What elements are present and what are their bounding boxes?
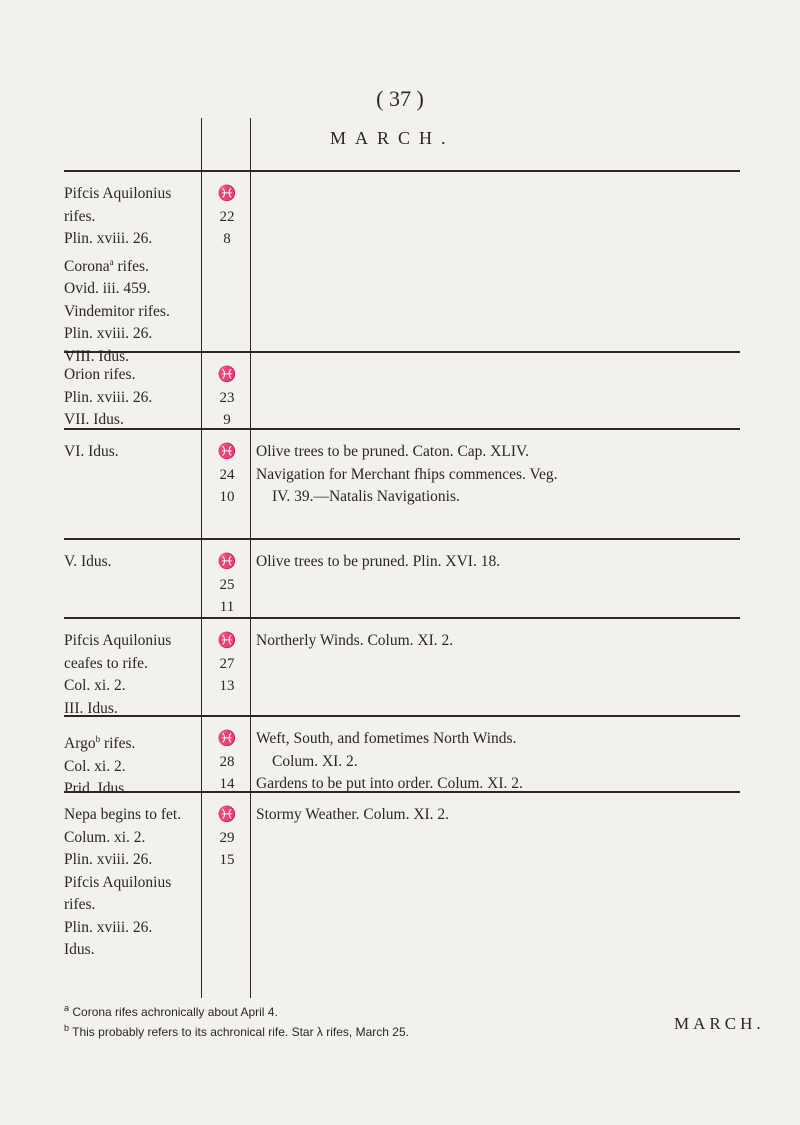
row-3-left bbox=[64, 441, 119, 464]
footnote-a bbox=[64, 1000, 409, 1020]
left-line: rifes. bbox=[64, 896, 96, 913]
row-5-left bbox=[64, 630, 171, 720]
row-rule bbox=[64, 617, 740, 619]
row-2-numbers bbox=[212, 364, 242, 432]
note-line: Stormy Weather. Colum. XI. 2. bbox=[256, 806, 450, 823]
day-number: 27 bbox=[219, 655, 235, 672]
left-line bbox=[64, 728, 135, 756]
footnote-b-star: λ bbox=[316, 1025, 323, 1039]
pisces-sign-icon: ♓ bbox=[217, 444, 237, 460]
row-4-left bbox=[64, 551, 112, 574]
note-line: Navigation for Merchant fhips commences. Veg. bbox=[256, 465, 558, 483]
left-line: Plin. xviii. 26. bbox=[64, 230, 153, 247]
footnote-marker-a: a bbox=[109, 256, 114, 267]
row-rule bbox=[64, 170, 740, 172]
left-line: Plin. xviii. 26. bbox=[64, 388, 153, 406]
argo-suffix: rifes. bbox=[103, 735, 136, 753]
left-line: Col. xi. 2. bbox=[64, 757, 126, 775]
left-line: Prid. Idus. bbox=[64, 780, 129, 798]
date-number: 15 bbox=[219, 852, 235, 868]
left-line: Ovid. iii. 459. bbox=[64, 280, 151, 298]
left-line: VII. Idus. bbox=[64, 411, 124, 428]
left-line: Plin. xviii. 26. bbox=[64, 325, 153, 343]
footnote-b-tail: rifes, March 25. bbox=[326, 1025, 409, 1039]
left-line: Pifcis Aquilonius bbox=[64, 873, 172, 891]
left-line: VIII. Idus. bbox=[64, 347, 129, 365]
row-7-numbers bbox=[212, 804, 242, 872]
left-line: Idus. bbox=[64, 941, 95, 958]
row-rule bbox=[64, 428, 740, 430]
row-4-notes bbox=[256, 551, 716, 574]
row-7-notes bbox=[256, 804, 716, 827]
note-line: Olive trees to be pruned. Plin. XVI. 18. bbox=[256, 553, 501, 570]
left-line: rifes. bbox=[64, 207, 96, 225]
pisces-sign-icon: ♓ bbox=[217, 554, 237, 570]
note-line: Gardens to be put into order. Colum. XI. 2. bbox=[256, 775, 523, 792]
pisces-sign-icon: ♓ bbox=[217, 633, 237, 649]
row-5-notes bbox=[256, 630, 716, 653]
left-line: Plin. xviii. 26. bbox=[64, 851, 153, 868]
date-number: 14 bbox=[219, 776, 235, 792]
left-line: III. Idus. bbox=[64, 699, 118, 717]
left-line: VI. Idus. bbox=[64, 443, 119, 460]
row-5-numbers bbox=[212, 630, 242, 698]
pisces-sign-icon: ♓ bbox=[217, 186, 237, 202]
note-line: Olive trees to be pruned. Caton. Cap. XLIV. bbox=[256, 443, 530, 460]
footnote-b bbox=[64, 1020, 409, 1040]
column-rule-left bbox=[201, 118, 202, 998]
page-number: ( 37 ) bbox=[376, 86, 424, 111]
row-4-numbers bbox=[212, 551, 242, 619]
pisces-sign-icon: ♓ bbox=[217, 367, 237, 383]
catchword: MARCH. bbox=[674, 1014, 765, 1033]
day-number: 23 bbox=[219, 389, 235, 406]
row-7-left bbox=[64, 804, 181, 962]
date-number: 11 bbox=[219, 599, 235, 615]
footnote-marker-b: b bbox=[95, 734, 101, 744]
day-number: 29 bbox=[219, 829, 235, 846]
day-number: 25 bbox=[219, 576, 235, 593]
day-number: 22 bbox=[219, 208, 235, 225]
row-6-numbers bbox=[212, 728, 242, 796]
month-header: MARCH. bbox=[330, 128, 455, 148]
row-3-notes bbox=[256, 441, 716, 509]
left-line: Pifcis Aquilonius bbox=[64, 632, 172, 649]
left-line: Orion rifes. bbox=[64, 366, 136, 383]
footnote-a-mark: a bbox=[64, 1003, 70, 1013]
left-line: Nepa begins to fet. bbox=[64, 806, 182, 823]
left-line: ceafes to rife. bbox=[64, 654, 148, 672]
note-line: IV. 39.—Natalis Navigationis. bbox=[272, 488, 460, 505]
left-line: Colum. xi. 2. bbox=[64, 828, 146, 846]
left-line bbox=[64, 251, 171, 279]
pisces-sign-icon: ♓ bbox=[217, 807, 237, 823]
left-line: Plin. xviii. 26. bbox=[64, 918, 153, 936]
argo-label: Argo bbox=[64, 735, 96, 753]
footnote-b-text: This probably refers to its achronical rife. Star bbox=[72, 1025, 314, 1039]
footnotes bbox=[64, 1000, 409, 1040]
note-line: Weft, South, and fometimes North Winds. bbox=[256, 730, 517, 747]
row-6-notes bbox=[256, 728, 716, 796]
row-2-left bbox=[64, 364, 152, 432]
date-number: 10 bbox=[219, 489, 235, 505]
row-3-numbers bbox=[212, 441, 242, 509]
left-line: Col. xi. 2. bbox=[64, 677, 126, 694]
left-line: Pifcis Aquilonius bbox=[64, 185, 172, 202]
corona-label: Corona bbox=[64, 257, 110, 275]
date-number: 8 bbox=[223, 231, 231, 247]
pisces-sign-icon: ♓ bbox=[217, 731, 237, 747]
left-line: V. Idus. bbox=[64, 553, 112, 570]
left-line: Vindemitor rifes. bbox=[64, 302, 170, 320]
note-line: Colum. XI. 2. bbox=[272, 752, 358, 770]
column-rule-right bbox=[250, 118, 251, 998]
footnote-a-text: Corona rifes achronically about April 4. bbox=[72, 1005, 278, 1019]
row-1-numbers bbox=[212, 183, 242, 251]
row-6-left bbox=[64, 728, 135, 801]
footnote-b-mark: b bbox=[64, 1023, 70, 1033]
date-number: 13 bbox=[219, 678, 235, 694]
note-line: Northerly Winds. Colum. XI. 2. bbox=[256, 632, 454, 649]
corona-suffix: rifes. bbox=[117, 257, 149, 275]
row-1-left bbox=[64, 183, 171, 368]
day-number: 28 bbox=[219, 753, 235, 770]
date-number: 9 bbox=[223, 412, 231, 428]
day-number: 24 bbox=[219, 466, 235, 483]
row-rule bbox=[64, 538, 740, 540]
